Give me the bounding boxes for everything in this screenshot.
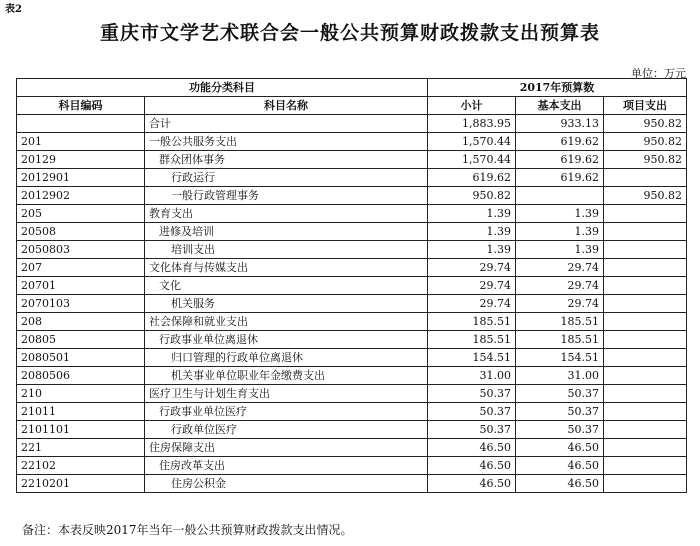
cell-subject-code: 2050803: [17, 241, 145, 259]
table-row: [17, 277, 687, 295]
cell-project-expenditure: [604, 169, 687, 187]
table-row: [17, 295, 687, 313]
table-row: [17, 439, 687, 457]
cell-basic-expenditure: 619.62: [516, 151, 604, 169]
cell-project-expenditure: 950.82: [604, 187, 687, 205]
cell-subject-name: 教育支出: [145, 205, 428, 223]
cell-subject-name: 一般公共服务支出: [145, 133, 428, 151]
table-row: [17, 403, 687, 421]
table-row: [17, 475, 687, 493]
cell-subject-code: 2012902: [17, 187, 145, 205]
cell-subject-name: 医疗卫生与计划生育支出: [145, 385, 428, 403]
table-row: [17, 259, 687, 277]
cell-subject-name: 一般行政管理事务: [145, 187, 428, 205]
header-project-expenditure: 项目支出: [604, 97, 687, 115]
table-row: [17, 313, 687, 331]
page-title: 重庆市文学艺术联合会一般公共预算财政拨款支出预算表: [99, 22, 600, 44]
cell-project-expenditure: 950.82: [604, 115, 687, 133]
cell-subject-code: 205: [17, 205, 145, 223]
cell-subtotal: 1.39: [428, 205, 516, 223]
cell-subtotal: 1,570.44: [428, 133, 516, 151]
table-row: [17, 385, 687, 403]
cell-project-expenditure: [604, 223, 687, 241]
header-basic-expenditure: 基本支出: [516, 97, 604, 115]
header-budget-2017: 2017年预算数: [428, 79, 687, 97]
cell-subtotal: 50.37: [428, 403, 516, 421]
unit-label: 单位：万元: [631, 67, 686, 80]
cell-project-expenditure: [604, 385, 687, 403]
cell-subtotal: 1.39: [428, 223, 516, 241]
cell-basic-expenditure: 619.62: [516, 169, 604, 187]
cell-project-expenditure: [604, 403, 687, 421]
cell-basic-expenditure: 46.50: [516, 475, 604, 493]
table-row: [17, 349, 687, 367]
cell-basic-expenditure: 154.51: [516, 349, 604, 367]
cell-subtotal: 619.62: [428, 169, 516, 187]
cell-project-expenditure: [604, 439, 687, 457]
cell-subject-code: 20701: [17, 277, 145, 295]
cell-subject-name: 培训支出: [145, 241, 428, 259]
cell-subject-name: 机关事业单位职业年金缴费支出: [145, 367, 428, 385]
cell-basic-expenditure: 1.39: [516, 241, 604, 259]
cell-basic-expenditure: 46.50: [516, 439, 604, 457]
table-row: [17, 205, 687, 223]
cell-project-expenditure: [604, 475, 687, 493]
cell-basic-expenditure: 29.74: [516, 259, 604, 277]
cell-basic-expenditure: 46.50: [516, 457, 604, 475]
cell-basic-expenditure: 619.62: [516, 133, 604, 151]
cell-subject-name: 群众团体事务: [145, 151, 428, 169]
cell-subtotal: 1.39: [428, 241, 516, 259]
cell-subject-code: 20805: [17, 331, 145, 349]
footnote: 备注：本表反映2017年当年一般公共预算财政拨款支出情况。: [22, 523, 353, 537]
cell-subtotal: 31.00: [428, 367, 516, 385]
cell-subject-code: 2101101: [17, 421, 145, 439]
table-row: [17, 115, 687, 133]
cell-subject-name: 归口管理的行政单位离退休: [145, 349, 428, 367]
cell-project-expenditure: [604, 277, 687, 295]
cell-basic-expenditure: 185.51: [516, 331, 604, 349]
cell-subject-name: 合计: [145, 115, 428, 133]
header-row-columns: [17, 97, 687, 115]
cell-subtotal: 29.74: [428, 277, 516, 295]
cell-subject-name: 机关服务: [145, 295, 428, 313]
cell-subtotal: 1,570.44: [428, 151, 516, 169]
cell-subject-name: 行政运行: [145, 169, 428, 187]
cell-subject-code: 22102: [17, 457, 145, 475]
cell-subject-code: [17, 115, 145, 133]
cell-subtotal: 185.51: [428, 331, 516, 349]
cell-subject-code: 201: [17, 133, 145, 151]
cell-basic-expenditure: [516, 187, 604, 205]
cell-project-expenditure: [604, 349, 687, 367]
cell-project-expenditure: [604, 295, 687, 313]
table-row: [17, 457, 687, 475]
cell-project-expenditure: [604, 241, 687, 259]
cell-subtotal: 185.51: [428, 313, 516, 331]
cell-project-expenditure: [604, 205, 687, 223]
cell-project-expenditure: 950.82: [604, 133, 687, 151]
cell-subject-name: 文化: [145, 277, 428, 295]
cell-basic-expenditure: 50.37: [516, 421, 604, 439]
table-row: [17, 367, 687, 385]
cell-basic-expenditure: 1.39: [516, 205, 604, 223]
table-number-label: 表2: [5, 4, 22, 15]
cell-subject-code: 21011: [17, 403, 145, 421]
cell-subject-name: 行政事业单位医疗: [145, 403, 428, 421]
cell-subtotal: 950.82: [428, 187, 516, 205]
header-subject-code: 科目编码: [17, 97, 145, 115]
cell-project-expenditure: [604, 331, 687, 349]
cell-project-expenditure: [604, 259, 687, 277]
budget-table: [16, 78, 687, 493]
cell-subject-code: 2210201: [17, 475, 145, 493]
cell-subtotal: 46.50: [428, 475, 516, 493]
cell-basic-expenditure: 1.39: [516, 223, 604, 241]
cell-subject-code: 221: [17, 439, 145, 457]
cell-subject-name: 住房改革支出: [145, 457, 428, 475]
cell-project-expenditure: [604, 367, 687, 385]
cell-subtotal: 50.37: [428, 385, 516, 403]
cell-basic-expenditure: 29.74: [516, 295, 604, 313]
cell-basic-expenditure: 50.37: [516, 385, 604, 403]
cell-subtotal: 50.37: [428, 421, 516, 439]
table-body: [17, 115, 687, 493]
cell-subject-code: 2012901: [17, 169, 145, 187]
table-row: [17, 421, 687, 439]
cell-subject-name: 住房保障支出: [145, 439, 428, 457]
cell-subject-name: 进修及培训: [145, 223, 428, 241]
cell-subject-name: 文化体育与传媒支出: [145, 259, 428, 277]
header-subtotal: 小计: [428, 97, 516, 115]
cell-subject-code: 2080501: [17, 349, 145, 367]
cell-project-expenditure: [604, 313, 687, 331]
table-row: [17, 133, 687, 151]
cell-subject-code: 20129: [17, 151, 145, 169]
table-row: [17, 241, 687, 259]
cell-subject-name: 社会保障和就业支出: [145, 313, 428, 331]
cell-subject-code: 207: [17, 259, 145, 277]
cell-project-expenditure: [604, 457, 687, 475]
cell-basic-expenditure: 50.37: [516, 403, 604, 421]
cell-basic-expenditure: 29.74: [516, 277, 604, 295]
cell-basic-expenditure: 185.51: [516, 313, 604, 331]
cell-subtotal: 29.74: [428, 259, 516, 277]
header-row-group: [17, 79, 687, 97]
cell-subject-code: 2080506: [17, 367, 145, 385]
table-row: [17, 223, 687, 241]
cell-subject-code: 210: [17, 385, 145, 403]
cell-project-expenditure: 950.82: [604, 151, 687, 169]
cell-subject-code: 20508: [17, 223, 145, 241]
table-row: [17, 151, 687, 169]
cell-basic-expenditure: 31.00: [516, 367, 604, 385]
cell-subtotal: 154.51: [428, 349, 516, 367]
cell-subtotal: 46.50: [428, 439, 516, 457]
table-row: [17, 169, 687, 187]
cell-subject-name: 行政事业单位离退休: [145, 331, 428, 349]
cell-basic-expenditure: 933.13: [516, 115, 604, 133]
cell-subtotal: 1,883.95: [428, 115, 516, 133]
table-row: [17, 187, 687, 205]
cell-project-expenditure: [604, 421, 687, 439]
header-functional-classification: 功能分类科目: [17, 79, 428, 97]
cell-subject-name: 行政单位医疗: [145, 421, 428, 439]
table-row: [17, 331, 687, 349]
header-subject-name: 科目名称: [145, 97, 428, 115]
cell-subject-code: 2070103: [17, 295, 145, 313]
cell-subject-name: 住房公积金: [145, 475, 428, 493]
cell-subtotal: 46.50: [428, 457, 516, 475]
cell-subject-code: 208: [17, 313, 145, 331]
cell-subtotal: 29.74: [428, 295, 516, 313]
